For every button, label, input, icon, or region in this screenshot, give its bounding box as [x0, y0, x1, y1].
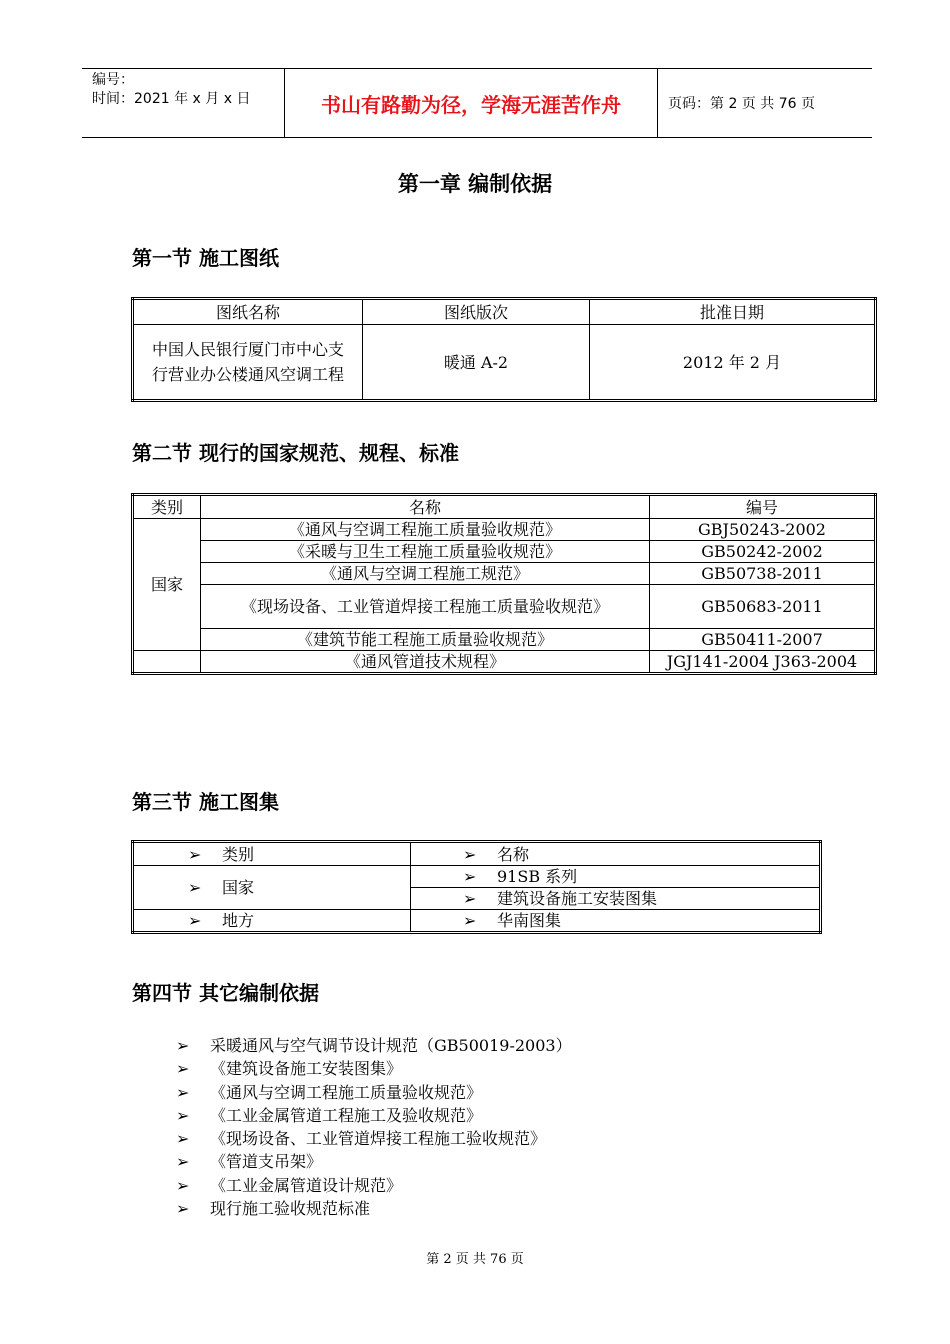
arrow-bullet-icon: ➢	[463, 844, 477, 864]
arrow-bullet-icon: ➢	[188, 878, 202, 897]
arrow-bullet-icon: ➢	[176, 1175, 190, 1195]
list-item: ➢ 《建筑设备施工安装图集》	[176, 1057, 572, 1080]
arrow-bullet-icon: ➢	[463, 889, 477, 908]
table-cell: 《建筑节能工程施工质量验收规范》	[201, 629, 650, 651]
arrow-bullet-icon: ➢	[176, 1129, 190, 1149]
list-item: ➢ 《现场设备、工业管道焊接工程施工验收规范》	[176, 1127, 572, 1150]
atlas-table	[131, 840, 822, 934]
standards-table	[131, 493, 877, 675]
table-cell: GB50738-2011	[650, 563, 876, 585]
category-cell: ➢ 国家	[133, 866, 411, 910]
table-cell: ➢ 华南图集	[411, 910, 821, 933]
header-meta	[82, 69, 284, 137]
table-cell: GB50242-2002	[650, 541, 876, 563]
list-item: ➢ 采暖通风与空气调节设计规范（GB50019-2003）	[176, 1034, 572, 1057]
table-header: 图纸版次	[363, 299, 590, 325]
table-header: ➢ 类别	[133, 842, 411, 866]
list-item: ➢ 《管道支吊架》	[176, 1150, 572, 1173]
category-cell: ➢ 地方	[133, 910, 411, 933]
section-title-drawings: 第一节 施工图纸	[132, 246, 279, 270]
arrow-bullet-icon: ➢	[463, 867, 477, 886]
arrow-bullet-icon: ➢	[188, 911, 202, 930]
chapter-title: 第一章 编制依据	[397, 172, 553, 196]
header-page-info: 页码：第 2 页 共 76 页	[668, 96, 815, 112]
table-cell: GB50683-2011	[650, 585, 876, 629]
section-title-atlas: 第三节 施工图集	[132, 790, 279, 814]
arrow-bullet-icon: ➢	[176, 1059, 190, 1079]
arrow-bullet-icon: ➢	[176, 1105, 190, 1125]
table-header: ➢ 名称	[411, 842, 821, 866]
table-cell: 暖通 A-2	[363, 325, 590, 401]
table-cell: GBJ50243-2002	[650, 519, 876, 541]
table-cell: 《通风与空调工程施工质量验收规范》	[201, 519, 650, 541]
arrow-bullet-icon: ➢	[176, 1199, 190, 1219]
arrow-bullet-icon: ➢	[176, 1152, 190, 1172]
arrow-bullet-icon: ➢	[463, 911, 477, 930]
table-header: 名称	[201, 495, 650, 519]
table-cell: GB50411-2007	[650, 629, 876, 651]
table-header: 编号	[650, 495, 876, 519]
table-cell: ➢ 建筑设备施工安装图集	[411, 888, 821, 910]
category-cell: 国家	[133, 519, 201, 651]
list-item: ➢ 《通风与空调工程施工质量验收规范》	[176, 1081, 572, 1104]
doc-time-label: 时间：2021 年 x 月 x 日	[92, 91, 251, 107]
section-title-other: 第四节 其它编制依据	[132, 981, 319, 1005]
doc-number-label: 编号：	[92, 72, 134, 88]
page-header	[82, 68, 872, 138]
header-motto: 书山有路勤为径，学海无涯苦作舟	[284, 69, 658, 137]
empty-cell	[133, 651, 201, 674]
table-cell: 《采暖与卫生工程施工质量验收规范》	[201, 541, 650, 563]
table-header: 图纸名称	[133, 299, 363, 325]
table-cell: 《现场设备、工业管道焊接工程施工质量验收规范》	[201, 585, 650, 629]
table-cell: JGJ141-2004 J363-2004	[650, 651, 876, 674]
list-item: ➢ 《工业金属管道工程施工及验收规范》	[176, 1104, 572, 1127]
arrow-bullet-icon: ➢	[188, 844, 202, 864]
table-cell: 2012 年 2 月	[590, 325, 876, 401]
section-title-standards: 第二节 现行的国家规范、规程、标准	[132, 441, 459, 465]
arrow-bullet-icon: ➢	[176, 1082, 190, 1102]
other-basis-list	[176, 1034, 572, 1220]
table-cell: 《通风与空调工程施工规范》	[201, 563, 650, 585]
table-header: 类别	[133, 495, 201, 519]
page-footer: 第 2 页 共 76 页	[426, 1252, 524, 1267]
table-cell: 中国人民银行厦门市中心支行营业办公楼通风空调工程	[133, 325, 363, 401]
table-cell: ➢ 91SB 系列	[411, 866, 821, 888]
arrow-bullet-icon: ➢	[176, 1036, 190, 1055]
table-cell: 《通风管道技术规程》	[201, 651, 650, 674]
table-header: 批准日期	[590, 299, 876, 325]
list-item: ➢ 《工业金属管道设计规范》	[176, 1174, 572, 1197]
list-item: ➢ 现行施工验收规范标准	[176, 1197, 572, 1220]
drawings-table	[131, 297, 877, 402]
